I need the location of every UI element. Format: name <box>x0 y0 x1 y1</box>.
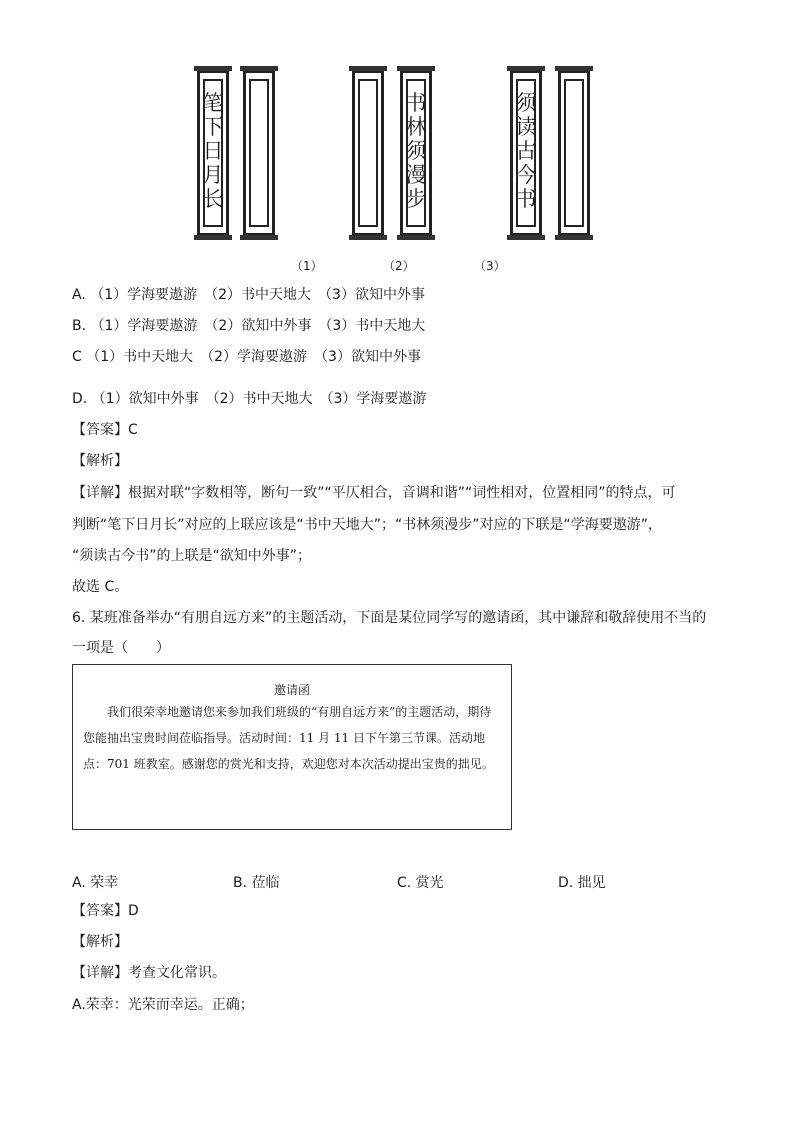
q6-stem-line-1: 6. 某班准备举办“有朋自远方来”的主题活动，下面是某位同学写的邀请函，其中谦辞和敬辞使用不当的 <box>72 610 707 626</box>
caption-2: （2） <box>383 259 415 273</box>
q6-detail: 【详解】考查文化常识。 <box>72 965 226 981</box>
q6-option-c: C. 赏光 <box>397 875 444 891</box>
couplet-3-text: 须 读 古 今 书 <box>515 91 537 211</box>
caption-3: （3） <box>474 259 506 273</box>
caption-1: （1） <box>291 259 323 273</box>
q5-answer: 【答案】C <box>72 422 138 438</box>
q6-option-d: D. 拙见 <box>558 875 606 891</box>
q6-detail-a: A.荣幸：光荣而幸运。正确； <box>72 997 254 1013</box>
couplet-3-scroll <box>510 70 542 236</box>
q5-option-a: A. （1）学海要遨游 （2）书中天地大 （3）欲知中外事 <box>72 287 425 303</box>
q5-detail-line-2: 判断“笔下日月长”对应的上联应该是“书中天地大”；“书林须漫步”对应的下联是“学海要遨游”， <box>72 517 663 533</box>
q5-option-d: D. （1）欲知中外事 （2）书中天地大 （3）学海要遨游 <box>72 391 427 407</box>
couplet-2-blank-scroll <box>352 70 384 236</box>
q5-option-c: C （1）书中天地大 （2）学海要遨游 （3）欲知中外事 <box>72 349 421 365</box>
q6-option-b: B. 莅临 <box>233 875 280 891</box>
q6-option-a: A. 荣幸 <box>72 875 119 891</box>
couplet-2-scroll <box>400 70 432 236</box>
couplet-1-text: 笔 下 日 月 长 <box>202 91 224 211</box>
couplet-1-blank-scroll <box>243 70 275 236</box>
couplet-3-blank-scroll <box>558 70 590 236</box>
q5-option-b: B. （1）学海要遨游 （2）欲知中外事 （3）书中天地大 <box>72 318 426 334</box>
q5-analysis-label: 【解析】 <box>72 453 128 469</box>
invitation-letter-body: 我们很荣幸地邀请您来参加我们班级的“有朋自远方来”的主题活动，期待您能抽出宝贵时间莅临指导。活动时间：11 月 11 日下午第三节课。活动地点：701 班教室。感谢您的赏光和支持，欢迎您对本次活动提出宝贵的拙见。 <box>83 705 494 771</box>
q5-conclusion: 故选 C。 <box>72 579 129 595</box>
q6-answer: 【答案】D <box>72 903 139 919</box>
q6-analysis-label: 【解析】 <box>72 934 128 950</box>
q5-detail-line-1: 【详解】根据对联“字数相等，断句一致”“平仄相合，音调和谐”“词性相对，位置相同”的特点，可 <box>72 485 676 501</box>
q5-detail-line-3: “须读古今书”的上联是“欲知中外事”； <box>72 548 312 564</box>
invitation-letter-box <box>72 664 512 830</box>
couplet-2-text: 书 林 须 漫 步 <box>405 91 427 211</box>
couplet-1-scroll <box>197 70 229 236</box>
invitation-letter-title: 邀请函 <box>273 683 310 697</box>
q6-stem-line-2: 一项是（ ） <box>72 640 170 656</box>
